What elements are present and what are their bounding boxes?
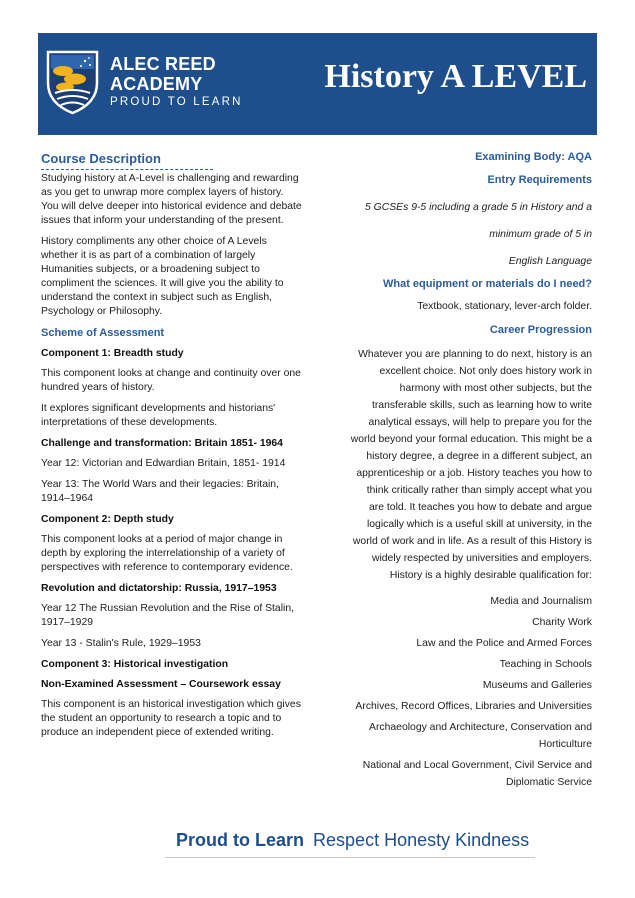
entry-requirements-line-1: 5 GCSEs 9-5 including a grade 5 in History and a	[365, 202, 592, 213]
academy-shield-logo	[45, 49, 100, 115]
equipment-text: Textbook, stationary, lever-arch folder.	[417, 301, 592, 312]
scheme-of-assessment-heading: Scheme of Assessment	[41, 327, 165, 339]
career-progression-text: Whatever you are planning to do next, history is an excellent choice. Not only does history work in harmony with most other subjects, but the transferable skills, such as learning how to write analytical essays, will help to prepare you for the world beyond your formal education. This might be a history degree, a degree in a different subject, an apprenticeship or a job. History teaches you how to think critically rather than simply accept what you are told. It teaches you how to debate and argue logically which is a useful skill at university, in the world of work and in life. As a result of this History is widely respected by universities and employers. History is a highly desirable qualification for:	[350, 349, 592, 581]
nea-heading: Non-Examined Assessment – Coursework essay	[41, 679, 281, 690]
brand-name-line1: ALEC REED	[110, 54, 216, 74]
component-2-year-13: Year 13 - Stalin's Rule, 1929–1953	[41, 638, 201, 649]
career-item: Media and Journalism	[490, 596, 592, 607]
component-1-heading: Component 1: Breadth study	[41, 348, 184, 359]
career-item: National and Local Government, Civil Service and Diplomatic Service	[362, 760, 592, 788]
career-progression-heading: Career Progression	[489, 324, 592, 336]
footer-motto-bold: Proud to Learn	[176, 830, 305, 850]
component-1-year-13: Year 13: The World Wars and their legacies: Britain, 1914–1964	[41, 479, 279, 504]
right-column	[350, 150, 592, 795]
footer-divider	[165, 857, 535, 858]
brand-tagline: PROUD TO LEARN	[110, 96, 243, 108]
component-2-paragraph-1: This component looks at a period of major change in depth by exploring the interrelationship of a variety of perspectives with reference to contemporary evidence.	[41, 534, 293, 573]
equipment-heading: What equipment or materials do I need?	[382, 278, 592, 290]
career-item: Teaching in Schools	[499, 659, 592, 670]
entry-requirements-heading: Entry Requirements	[487, 174, 592, 186]
component-3-heading: Component 3: Historical investigation	[41, 659, 229, 670]
challenge-transformation-heading: Challenge and transformation: Britain 1851- 1964	[41, 438, 283, 449]
career-item: Archaeology and Architecture, Conservation and Horticulture	[369, 722, 592, 750]
component-2-heading: Component 2: Depth study	[41, 514, 174, 525]
component-1-year-12: Year 12: Victorian and Edwardian Britain, 1851- 1914	[41, 458, 286, 469]
entry-requirements-line-3: English Language	[508, 256, 592, 267]
component-1-paragraph-2: It explores significant developments and historians' interpretations of these developments.	[41, 403, 276, 428]
component-2-year-12: Year 12 The Russian Revolution and the Rise of Stalin, 1917–1929	[41, 603, 294, 628]
footer-motto	[176, 828, 529, 852]
course-description-paragraph-2: History compliments any other choice of A Levels whether it is as part of a combination of largely Humanities subjects, or a broadening subject to compliment the sciences. It will give you the ability to understand the context in subject such as English, Psychology or Philosophy.	[41, 236, 284, 317]
component-1-paragraph-1: This component looks at change and continuity over one hundred years of history.	[41, 368, 301, 393]
brand-name-line2: ACADEMY	[110, 74, 203, 94]
header-banner	[38, 33, 597, 135]
career-item: Archives, Record Offices, Libraries and Universities	[355, 701, 592, 712]
component-3-paragraph-1: This component is an historical investigation which gives the student an opportunity to research a topic and to produce an independent piece of extended writing.	[41, 699, 301, 738]
course-description-heading: Course Description	[41, 150, 213, 170]
page-title: History A LEVEL	[324, 58, 587, 95]
course-description-paragraph-1: Studying history at A-Level is challenging and rewarding as you get to unwrap more complex layers of history. You will delve deeper into historical evidence and debate issues that inform your understanding of the present.	[41, 173, 302, 226]
entry-requirements-line-2: minimum grade of 5 in	[489, 229, 592, 240]
examining-body: Examining Body: AQA	[475, 151, 592, 163]
career-item: Charity Work	[532, 617, 592, 628]
left-column	[41, 150, 303, 747]
footer-values: Respect Honesty Kindness	[313, 830, 530, 850]
career-item: Law and the Police and Armed Forces	[416, 638, 592, 649]
career-item: Museums and Galleries	[482, 680, 592, 691]
revolution-dictatorship-heading: Revolution and dictatorship: Russia, 1917–1953	[41, 583, 277, 594]
